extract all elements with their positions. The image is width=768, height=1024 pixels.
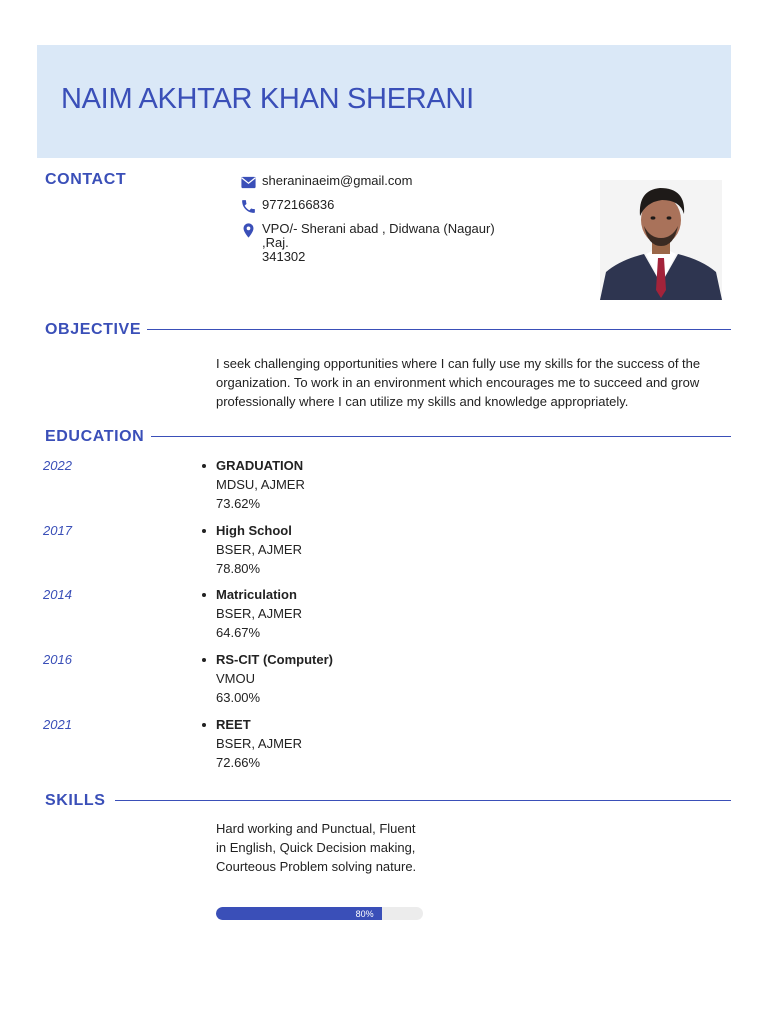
education-degree: REET [216, 715, 302, 734]
education-entry [216, 456, 305, 513]
education-degree: High School [216, 521, 302, 540]
contact-address [240, 222, 495, 264]
skill-level-bar [216, 907, 423, 920]
address-line-3: 341302 [262, 249, 306, 264]
education-degree: Matriculation [216, 585, 302, 604]
phone-icon [240, 198, 257, 215]
education-degree: RS-CIT (Computer) [216, 652, 333, 667]
address-line-2: ,Raj. [262, 235, 289, 250]
education-institution: BSER, AJMER [216, 736, 302, 751]
location-pin-icon [240, 222, 257, 239]
section-title-objective: OBJECTIVE [45, 321, 142, 338]
skill-level-fill [216, 907, 382, 920]
envelope-icon [240, 174, 257, 191]
education-institution: VMOU [216, 671, 255, 686]
education-degree: GRADUATION [216, 458, 304, 473]
education-score: 64.67% [216, 625, 261, 640]
education-entry [216, 650, 333, 707]
section-title-education: EDUCATION [45, 428, 145, 445]
header-banner [37, 45, 731, 158]
section-title-contact: CONTACT [45, 171, 127, 188]
phone-text: 9772166836 [262, 197, 335, 212]
contact-email [240, 174, 412, 191]
education-score: 73.62% [216, 496, 261, 511]
email-text: sheraninaeim@gmail.com [262, 173, 413, 188]
education-year: 2017 [43, 523, 72, 538]
education-institution: MDSU, AJMER [216, 477, 305, 492]
section-divider [151, 436, 731, 437]
education-entry [216, 585, 302, 642]
objective-text: I seek challenging opportunities where I can fully use my skills for the success of the organization. To work in an environment which encourages me to succeed and grow professionally where I can utilize my skills and knowledge appropriately. [216, 356, 701, 409]
section-title-skills: SKILLS [45, 792, 106, 809]
section-divider [115, 800, 731, 801]
skill-level-label: 80% [355, 908, 374, 919]
skills-text: Hard working and Punctual, Fluent in English, Quick Decision making, Courteous Problem solving nature. [216, 821, 417, 874]
education-score: 63.00% [216, 690, 261, 705]
education-score: 78.80% [216, 561, 261, 576]
education-institution: BSER, AJMER [216, 606, 302, 621]
education-institution: BSER, AJMER [216, 542, 302, 557]
education-score: 72.66% [216, 755, 261, 770]
profile-photo [600, 180, 722, 300]
contact-phone [240, 198, 334, 215]
education-entry [216, 715, 302, 772]
section-divider [147, 329, 731, 330]
candidate-name: NAIM AKHTAR KHAN SHERANI [61, 83, 474, 115]
education-year: 2016 [43, 652, 72, 667]
education-year: 2014 [43, 587, 72, 602]
education-year: 2021 [43, 717, 72, 732]
education-year: 2022 [43, 458, 72, 473]
address-line-1: VPO/- Sherani abad , Didwana (Nagaur) [262, 221, 495, 236]
education-entry [216, 521, 302, 578]
